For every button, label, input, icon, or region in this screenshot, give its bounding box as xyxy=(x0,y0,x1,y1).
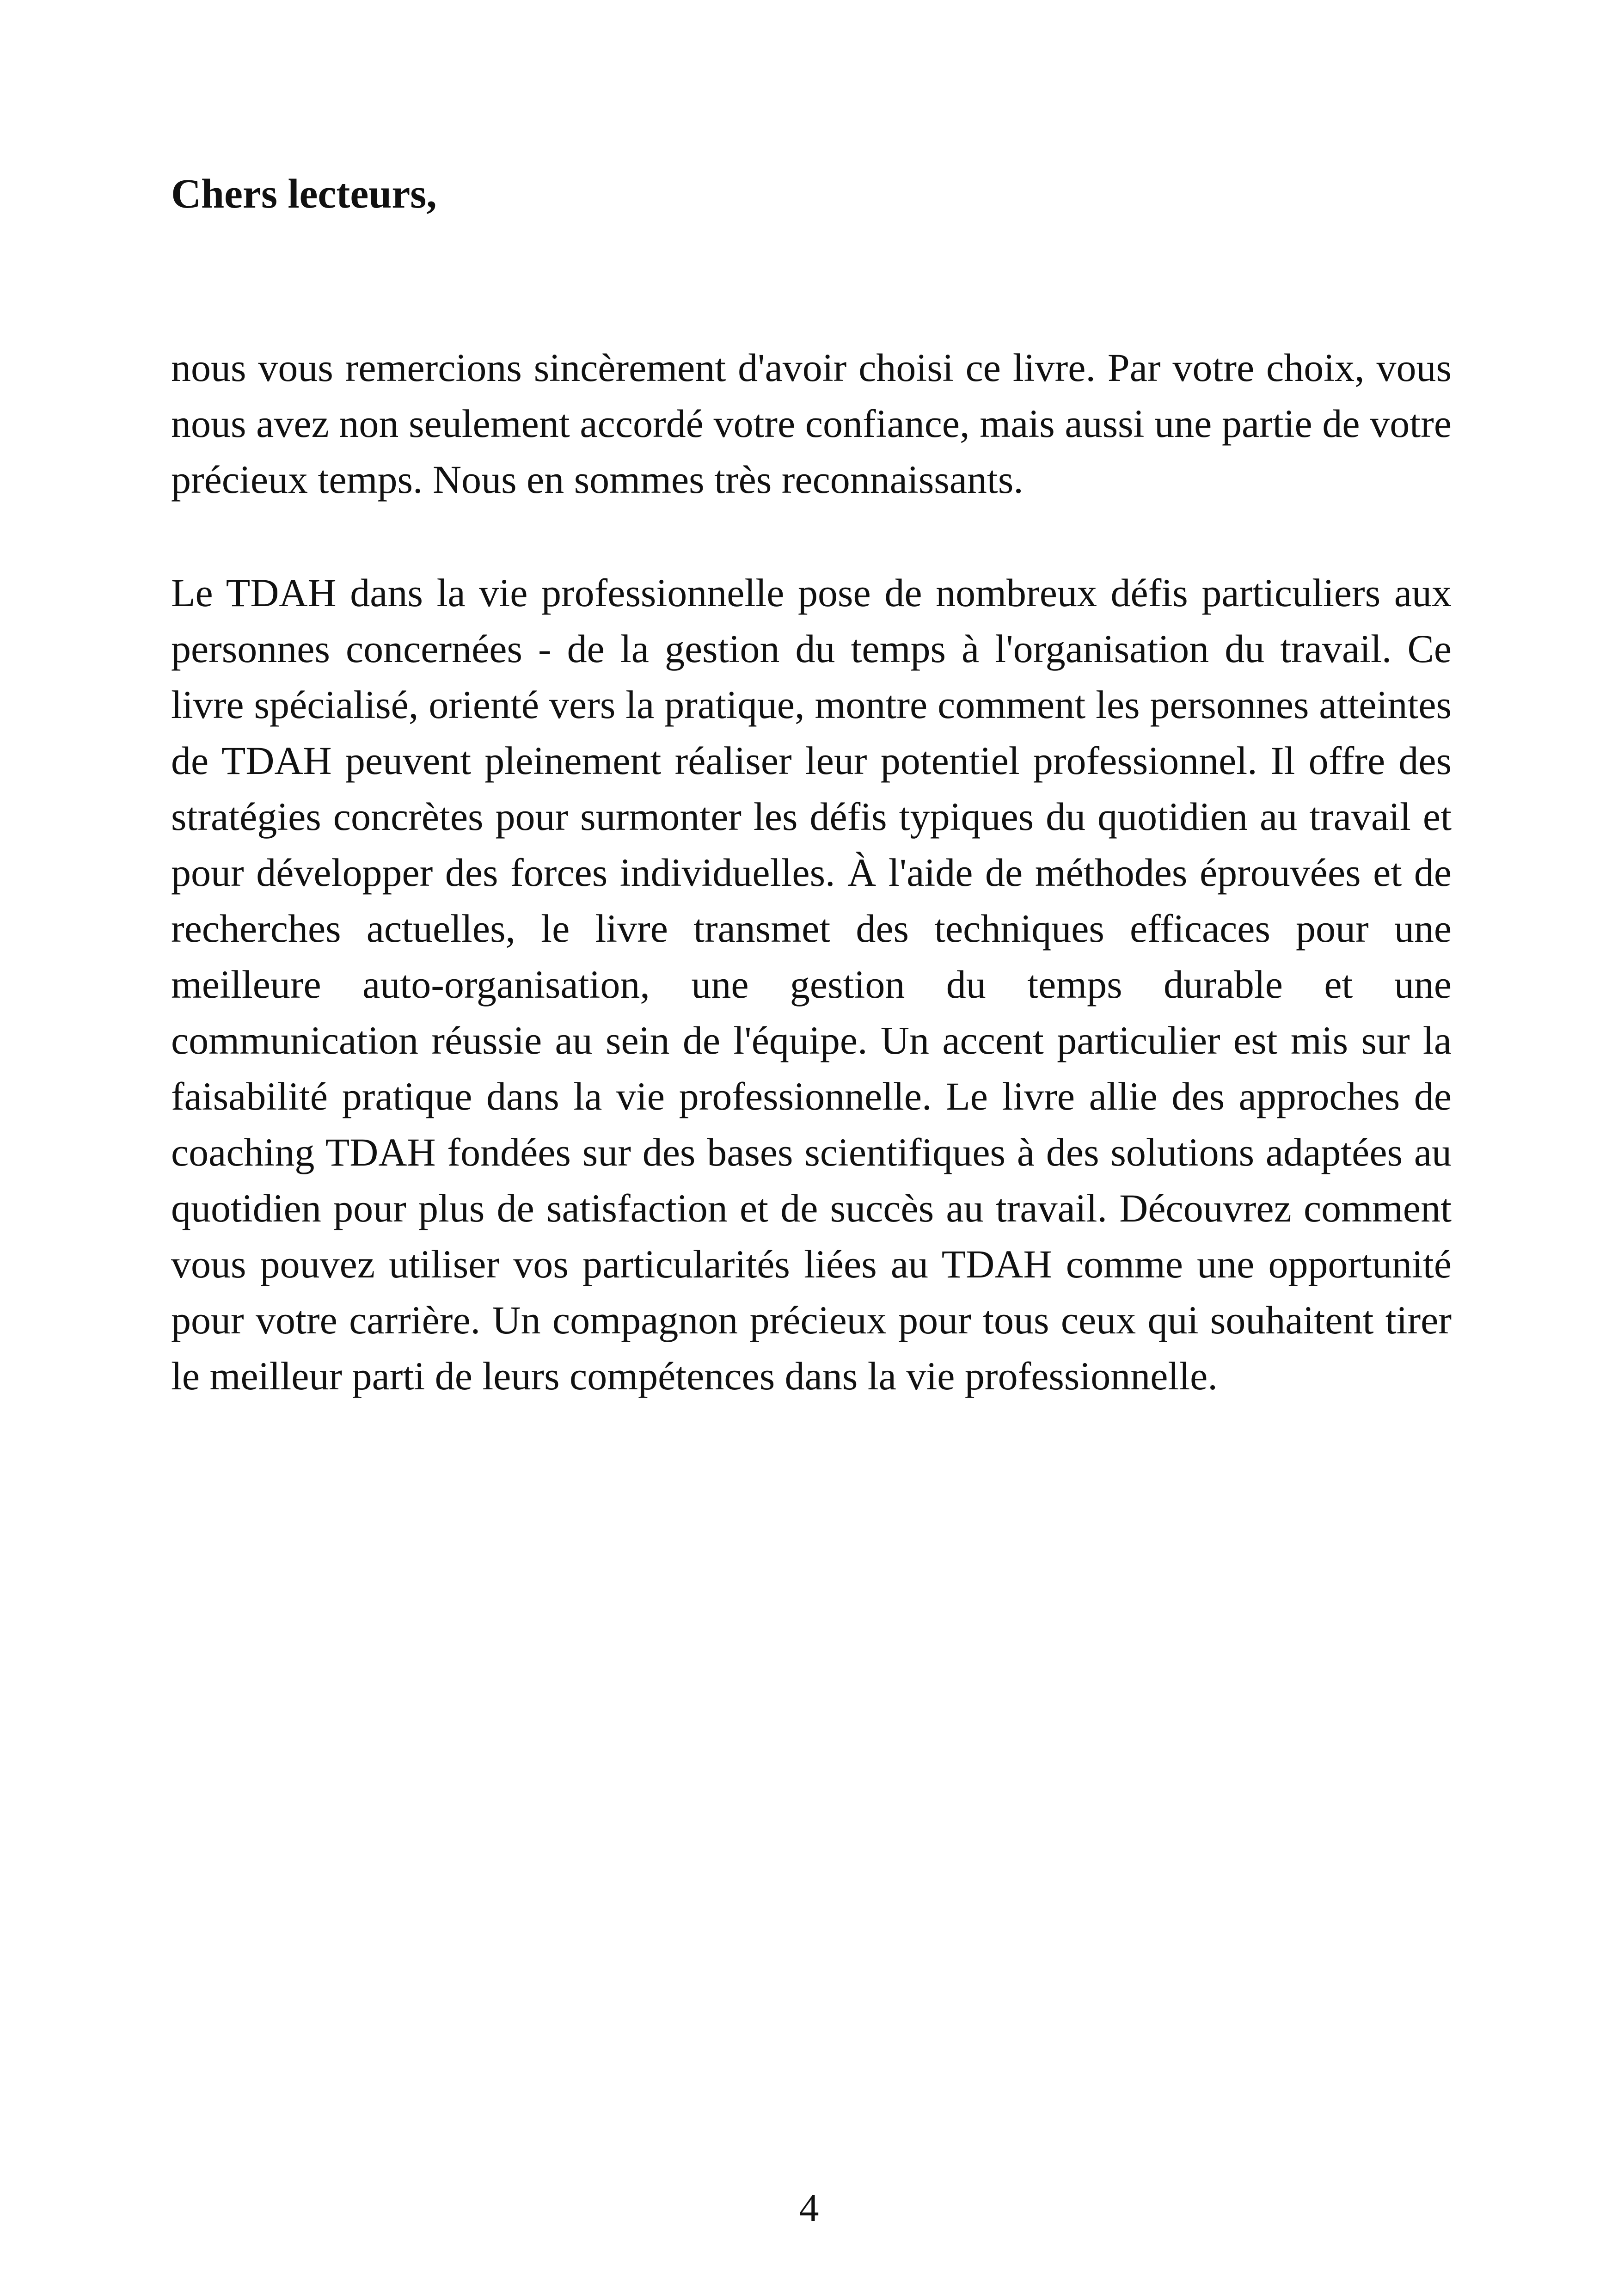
paragraph-thanks: nous vous remercions sincèrement d'avoir choisi ce livre. Par votre choix, vous nous avez non seulement accordé votre confiance, mais aussi une partie de votre précieux temps. Nous en sommes très reconnaissants. xyxy=(171,345,1452,502)
paragraph-book-description: Le TDAH dans la vie professionnelle pose de nombreux défis particuliers aux personnes concernées - de la gestion du temps à l'organisation du travail. Ce livre spécialisé, orienté vers la pratique, montre comment les personnes atteintes de TDAH peuvent pleinement réaliser leur potentiel professionnel. Il offre des stratégies concrètes pour surmonter les défis typiques du quotidien au travail et pour développer des forces individuelles. À l'aide de méthodes éprouvées et de recherches actuelles, le livre transmet des techniques efficaces pour une meilleure auto-organisation, une gestion du temps durable et une communication réussie au sein de l'équipe. Un accent particulier est mis sur la faisabilité pratique dans la vie professionnelle. Le livre allie des approches de coaching TDAH fondées sur des bases scientifiques à des solutions adaptées au quotidien pour plus de satisfaction et de succès au travail. Découvrez comment vous pouvez utiliser vos particularités liées au TDAH comme une opportunité pour votre carrière. Un compagnon précieux pour tous ceux qui souhaitent tirer le meilleur parti de leurs compétences dans la vie professionnelle. xyxy=(171,571,1452,1398)
salutation-heading: Chers lecteurs, xyxy=(171,171,437,217)
page-number: 4 xyxy=(799,2185,819,2230)
